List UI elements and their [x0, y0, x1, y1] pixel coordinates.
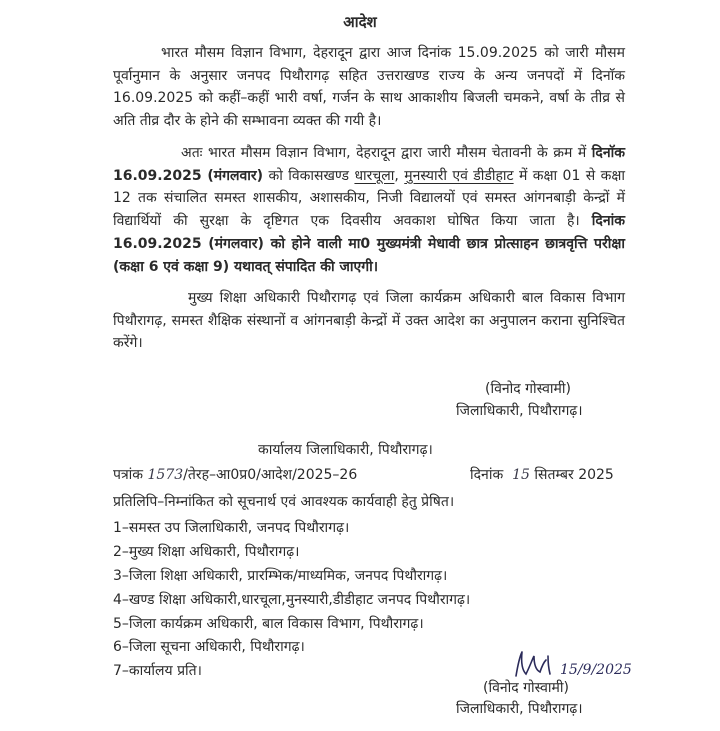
reference-prefix: पत्रांक: [113, 467, 144, 483]
paragraph-holiday-order: [113, 142, 625, 278]
paragraph-weather-forecast: भारत मौसम विज्ञान विभाग, देहरादून द्वारा आज दिनांक 15.09.2025 को जारी मौसम पूर्वानुमान के अनुसार जनपद पिथौरागढ़ सहित उत्तराखण्ड राज्य के अन्य जनपदों में दिनाॅक 16.09.2025 को कहीं–कहीं भारी वर्षा, गर्जन के साथ आकाशीय बिजली चमकने, वर्षा के तीव्र से अति तीव्र दौर के होने की सम्भावना व्यक्त की गयी है।: [113, 45, 625, 130]
list-item: 6–जिला सूचना अधिकारी, पिथौरागढ़।: [113, 639, 305, 656]
reference-date-day: 15: [512, 467, 530, 483]
reference-number: [113, 465, 357, 484]
document-title: आदेश: [343, 13, 377, 31]
copy-forwarded-intro: प्रतिलिपि–निम्नांकित को सूचनार्थ एवं आवश्यक कार्यवाही हेतु प्रेषित।: [113, 494, 455, 510]
paragraph2-text-2: को विकासखण्ड: [263, 167, 355, 184]
reference-date-label: दिनांक: [470, 467, 504, 483]
block-dharchula: धारचूला: [354, 167, 395, 184]
reference-line: [113, 465, 633, 485]
signatory-designation-2: जिलाधिकारी, पिथौरागढ़।: [456, 701, 583, 717]
paragraph2-text-4: में कक्षा 01 से कक्षा 12 तक संचालित समस्त शासकीय, अशासकीय, निजी विद्यालयों एवं समस्त आंगनबाड़ी केन्द्रों में विद्यार्थियों की सुरक्षा के दृष्टिगत एक दिवसीय अवकाश घोषित किया जाता है।: [113, 167, 625, 230]
handwritten-date: 15/9/2025: [560, 662, 632, 678]
reference-date: [470, 465, 614, 484]
reference-code: /तेरह–आ0प्र0/आदेश/2025–26: [183, 467, 358, 483]
paragraph2-bold-exam-note: दिनांक 16.09.2025 (मंगलवार) को होने वाली मा0 मुख्यमंत्री मेधावी छात्र प्रोत्साहन छात्रवृत्ति परीक्षा (कक्षा 6 एवं कक्षा 9) यथावत् संपादित की जाएगी।: [113, 213, 625, 275]
signatory-designation: जिलाधिकारी, पिथौरागढ़।: [456, 403, 583, 419]
list-item: 4–खण्ड शिक्षा अधिकारी,धारचूला,मुनस्यारी,डीडीहाट जनपद पिथौरागढ़।: [113, 591, 471, 608]
office-name: कार्यालय जिलाधिकारी, पिथौरागढ़।: [258, 442, 433, 458]
paragraph2-text-1: अतः भारत मौसम विज्ञान विभाग, देहरादून द्वारा जारी मौसम चेतावनी के क्रम में: [181, 145, 592, 161]
list-item: 3–जिला शिक्षा अधिकारी, प्रारम्भिक/माध्यमिक, जनपद पिथौरागढ़।: [113, 567, 448, 584]
signatory-name-2: (विनोद गोस्वामी): [483, 680, 569, 696]
paragraph2-text-3: ,: [394, 167, 405, 184]
list-item: 2–मुख्य शिक्षा अधिकारी, पिथौरागढ़।: [113, 543, 300, 560]
reference-date-month-year: सितम्बर 2025: [534, 467, 614, 483]
list-item: 5–जिला कार्यक्रम अधिकारी, बाल विकास विभाग, पिथौरागढ़।: [113, 615, 424, 632]
list-item: 1–समस्त उप जिलाधिकारी, जनपद पिथौरागढ़।: [113, 520, 350, 536]
list-item: 7–कार्यालय प्रति।: [113, 663, 202, 680]
paragraph-compliance: मुख्य शिक्षा अधिकारी पिथौरागढ़ एवं जिला कार्यक्रम अधिकारी बाल विकास विभाग पिथौरागढ़, समस्त शैक्षिक संस्थानों व आंगनबाड़ी केन्द्रों में उक्त आदेश का अनुपालन कराना सुनिश्चित करेंगे।: [113, 290, 625, 352]
paragraph2-bold-date: दिनाॅक 16.09.2025 (मंगलवार): [113, 145, 625, 184]
reference-handwritten-number: 1573: [147, 467, 184, 483]
signatory-name: (विनोद गोस्वामी): [485, 381, 571, 397]
copy-recipient-list: [113, 517, 470, 684]
block-munsyari-didihat: मुनस्यारी एवं डीडीहाट: [404, 167, 514, 184]
